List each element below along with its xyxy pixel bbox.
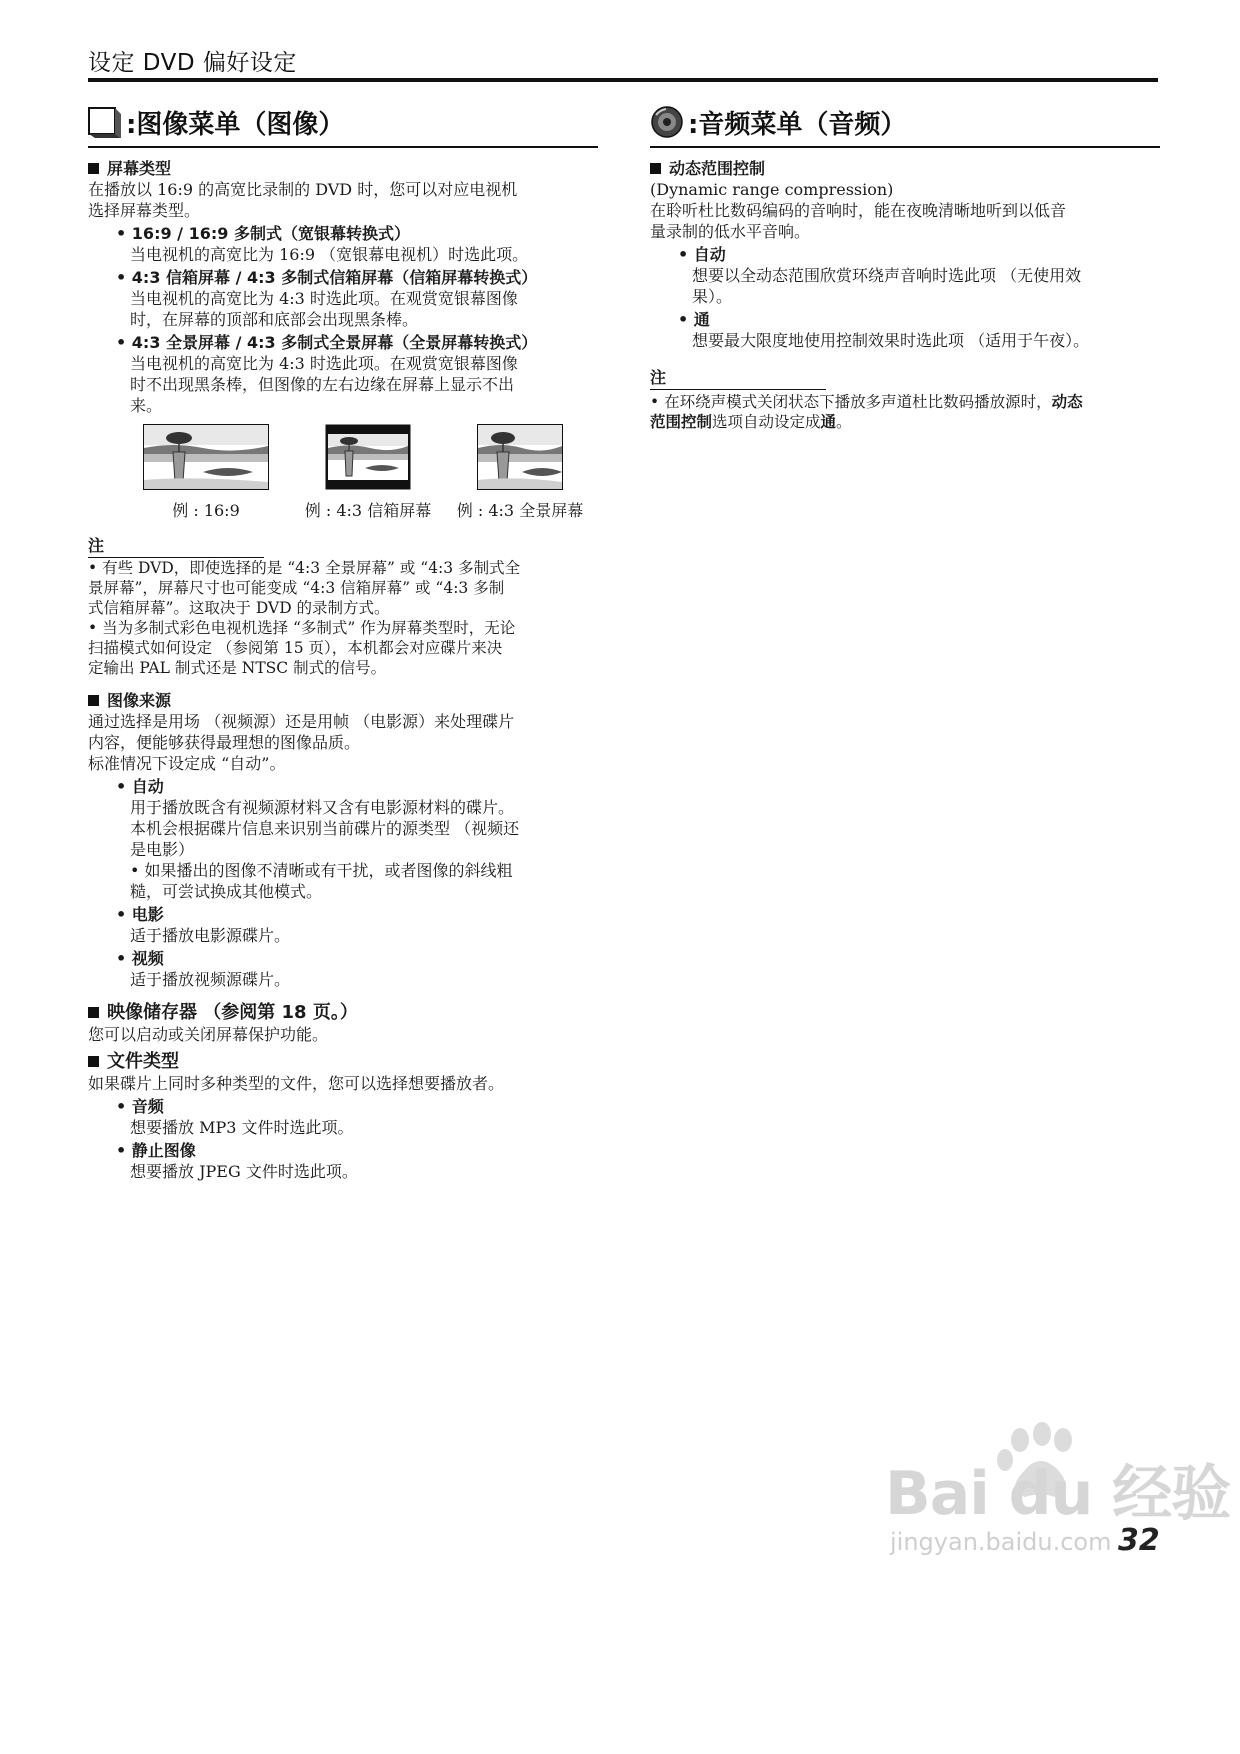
drc-heading: 动态范围控制 (650, 156, 1160, 179)
file-still-desc: 想要播放 JPEG 文件时选此项。 (130, 1162, 358, 1181)
example-169-image (143, 424, 269, 490)
screen-type-heading: 屏幕类型 (88, 156, 598, 179)
picture-source-intro-3: 标准情况下设定成 “自动”。 (88, 754, 286, 773)
drc-on-desc: 想要最大限度地使用控制效果时选此项 （适用于午夜）。 (692, 331, 1090, 350)
example-169-caption: 例 : 16:9 (172, 501, 240, 520)
source-auto-tip: • 如果播出的图像不清晰或有干扰，或者图像的斜线粗 糙，可尝试换成其他模式。 (130, 861, 513, 901)
screen-type-intro-1: 在播放以 16:9 的高宽比录制的 DVD 时，您可以对应电视机 (88, 180, 518, 199)
example-letterbox (290, 424, 446, 521)
file-type-heading: 文件类型 (88, 1047, 598, 1073)
drc-on-label: • 通 (678, 310, 710, 329)
section-rule (650, 146, 1160, 148)
example-169 (128, 424, 284, 521)
audio-note-item: • 在环绕声模式关闭状态下播放多声道杜比数码播放源时，动态 范围控制选项自动设定成通。 (650, 393, 1083, 431)
source-video-desc: 适于播放视频源碟片。 (130, 970, 291, 989)
option-letterbox-label: • 4:3 信箱屏幕 / 4:3 多制式信箱屏幕（信箱屏幕转换式） (116, 268, 538, 287)
left-column (88, 100, 598, 1182)
watermark-brand: Bai du 经验 (885, 1459, 1231, 1529)
picture-source-heading: 图像来源 (88, 688, 598, 711)
speaker-icon (650, 105, 684, 139)
file-still-label: • 静止图像 (116, 1141, 196, 1160)
watermark-url: jingyan.baidu.com (890, 1528, 1112, 1556)
example-panscan (442, 424, 598, 521)
drc-auto-label: • 自动 (678, 245, 726, 264)
drc-auto-desc-1: 想要以全动态范围欣赏环绕声音响时选此项 （无使用效 (692, 266, 1082, 285)
option-panscan-desc-3: 来。 (130, 396, 163, 415)
option-panscan-desc-2: 时不出现黑条棒，但图像的左右边缘在屏幕上显示不出 (130, 375, 515, 394)
picture-source-intro-1: 通过选择是用场 （视频源）还是用帧 （电影源）来处理碟片 (88, 712, 515, 731)
picture-menu-heading (88, 100, 598, 144)
file-audio-label: • 音频 (116, 1097, 164, 1116)
file-audio-desc: 想要播放 MP3 文件时选此项。 (130, 1118, 354, 1137)
example-panscan-caption: 例 : 4:3 全景屏幕 (456, 501, 584, 520)
section-rule (88, 146, 598, 148)
drc-intro-2: 量录制的低水平音响。 (650, 222, 811, 241)
source-auto-label: • 自动 (116, 777, 164, 796)
audio-menu-heading (650, 100, 1160, 144)
source-video-label: • 视频 (116, 949, 164, 968)
example-letterbox-caption: 例 : 4:3 信箱屏幕 (304, 501, 432, 520)
example-letterbox-image (325, 424, 411, 490)
option-169-desc: 当电视机的高宽比为 16:9 （宽银幕电视机）时选此项。 (130, 245, 529, 264)
option-letterbox-desc-1: 当电视机的高宽比为 4:3 时选此项。在观赏宽银幕图像 (130, 289, 518, 308)
drc-english: (Dynamic range compression) (650, 180, 894, 199)
drc-intro-1: 在聆听杜比数码编码的音响时，能在夜晚清晰地听到以低音 (650, 201, 1067, 220)
file-type-intro: 如果碟片上同时多种类型的文件，您可以选择想要播放者。 (88, 1074, 505, 1093)
screen-saver-heading: 映像储存器 （参阅第 18 页。） (88, 998, 598, 1024)
source-film-label: • 电影 (116, 905, 164, 924)
option-169-label: • 16:9 / 16:9 多制式（宽银幕转换式） (116, 224, 410, 243)
audio-menu-title: :音频菜单（音频） (688, 109, 907, 140)
source-auto-desc-2: 本机会根据碟片信息来识别当前碟片的源类型 （视频还 (130, 819, 520, 838)
right-column (650, 100, 1160, 432)
picture-source-intro-2: 内容，便能够获得最理想的图像品质。 (88, 733, 361, 752)
source-auto-desc-3: 是电影） (130, 840, 195, 859)
note-heading: 注 (88, 533, 264, 558)
page-number: 32 (1118, 1523, 1160, 1558)
aspect-examples (128, 424, 598, 521)
source-film-desc: 适于播放电影源碟片。 (130, 926, 291, 945)
option-letterbox-desc-2: 时，在屏幕的顶部和底部会出现黑条棒。 (130, 310, 419, 329)
note-item-1: • 有些 DVD，即使选择的是 “4:3 全景屏幕” 或 “4:3 多制式全 景屏幕”，屏幕尺寸也可能变成 “4:3 信箱屏幕” 或 “4:3 多制 式信箱屏幕”。这取决于 DVD 的录制方式。 (88, 559, 521, 617)
page-header: 设定 DVD 偏好设定 (88, 50, 297, 76)
picture-menu-icon (88, 105, 122, 139)
picture-menu-title: :图像菜单（图像） (126, 109, 345, 140)
screen-saver-desc: 您可以启动或关闭屏幕保护功能。 (88, 1025, 329, 1044)
example-panscan-image (477, 424, 563, 490)
audio-note-heading: 注 (650, 365, 826, 390)
option-panscan-label: • 4:3 全景屏幕 / 4:3 多制式全景屏幕（全景屏幕转换式） (116, 333, 538, 352)
drc-auto-desc-2: 果）。 (692, 287, 733, 306)
header-rule (88, 78, 1158, 82)
note-item-2: • 当为多制式彩色电视机选择 “多制式” 作为屏幕类型时，无论 扫描模式如何设定 （参阅第 15 页），本机都会对应碟片来决 定输出 PAL 制式还是 NTSC 制式的信号。 (88, 619, 516, 677)
source-auto-desc-1: 用于播放既含有视频源材料又含有电影源材料的碟片。 (130, 798, 515, 817)
screen-type-intro-2: 选择屏幕类型。 (88, 201, 201, 220)
option-panscan-desc-1: 当电视机的高宽比为 4:3 时选此项。在观赏宽银幕图像 (130, 354, 518, 373)
